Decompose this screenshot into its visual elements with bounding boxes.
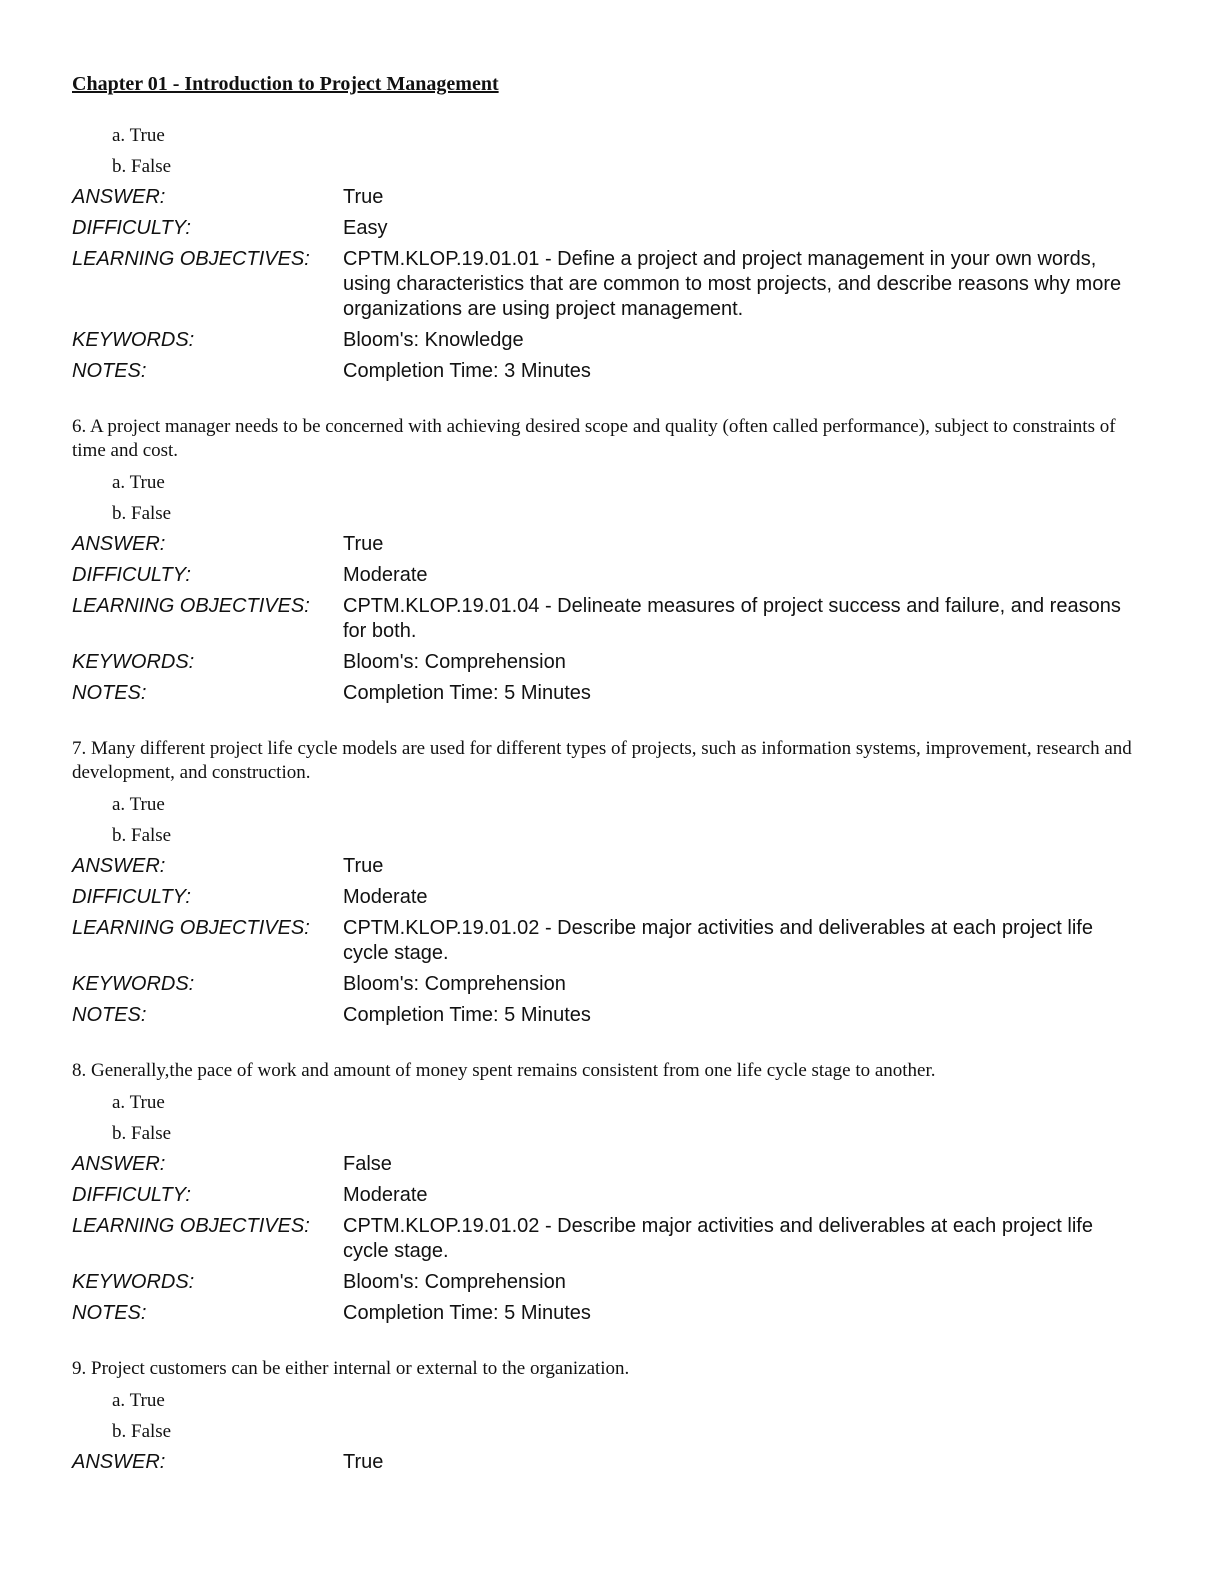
difficulty-label: DIFFICULTY: [72, 564, 191, 586]
answer-value: True [343, 855, 384, 877]
keywords-label: KEYWORDS: [72, 651, 195, 673]
answer-value: True [343, 1451, 384, 1473]
document-page [72, 70, 1152, 1506]
learning-objectives-label: LEARNING OBJECTIVES: [72, 248, 310, 270]
difficulty-row [72, 560, 1152, 591]
learning-objectives-row [72, 591, 1152, 647]
answer-row [72, 1447, 1152, 1478]
difficulty-value: Moderate [343, 886, 428, 908]
keywords-label: KEYWORDS: [72, 973, 195, 995]
learning-objectives-label: LEARNING OBJECTIVES: [72, 917, 310, 939]
answer-option: b. False [112, 156, 172, 177]
learning-objectives-label: LEARNING OBJECTIVES: [72, 595, 310, 617]
answer-option: a. True [112, 1390, 165, 1411]
keywords-row [72, 647, 1152, 678]
notes-row [72, 356, 1152, 387]
answer-option: a. True [112, 125, 165, 146]
answer-row [72, 851, 1152, 882]
keywords-row [72, 1267, 1152, 1298]
difficulty-label: DIFFICULTY: [72, 1184, 191, 1206]
notes-value: Completion Time: 5 Minutes [343, 1004, 591, 1026]
answer-options [72, 467, 1152, 529]
notes-label: NOTES: [72, 1302, 147, 1324]
answer-options [72, 789, 1152, 851]
answer-label: ANSWER: [72, 1451, 166, 1473]
answer-value: True [343, 186, 384, 208]
notes-row [72, 678, 1152, 709]
answer-label: ANSWER: [72, 1153, 166, 1175]
answer-option: a. True [112, 1092, 165, 1113]
answer-label: ANSWER: [72, 533, 166, 555]
answer-options [72, 120, 1152, 182]
learning-objectives-label: LEARNING OBJECTIVES: [72, 1215, 310, 1237]
question-block [72, 415, 1152, 709]
difficulty-value: Easy [343, 217, 388, 239]
difficulty-label: DIFFICULTY: [72, 886, 191, 908]
difficulty-row [72, 1180, 1152, 1211]
keywords-value: Bloom's: Comprehension [343, 1271, 566, 1293]
answer-label: ANSWER: [72, 186, 166, 208]
notes-value: Completion Time: 5 Minutes [343, 1302, 591, 1324]
question-block [72, 737, 1152, 1031]
learning-objectives-row [72, 913, 1152, 969]
difficulty-value: Moderate [343, 564, 428, 586]
answer-row [72, 1149, 1152, 1180]
question-block [72, 1059, 1152, 1329]
learning-objectives-row [72, 1211, 1152, 1267]
difficulty-label: DIFFICULTY: [72, 217, 191, 239]
question-block [72, 1357, 1152, 1478]
answer-option: a. True [112, 472, 165, 493]
answer-option: b. False [112, 503, 172, 524]
question-block [72, 120, 1152, 387]
chapter-title: Chapter 01 - Introduction to Project Management [72, 73, 499, 95]
question-text: 8. Generally,the pace of work and amount of money spent remains consistent from one life cycle stage to another. [72, 1060, 936, 1081]
notes-row [72, 1298, 1152, 1329]
notes-label: NOTES: [72, 1004, 147, 1026]
answer-options [72, 1087, 1152, 1149]
keywords-value: Bloom's: Knowledge [343, 329, 524, 351]
learning-objectives-value: CPTM.KLOP.19.01.02 - Describe major activities and deliverables at each project life cycle stage. [343, 1215, 1093, 1262]
notes-value: Completion Time: 3 Minutes [343, 360, 591, 382]
keywords-label: KEYWORDS: [72, 1271, 195, 1293]
learning-objectives-row [72, 244, 1152, 325]
answer-options [72, 1385, 1152, 1447]
answer-option: b. False [112, 1123, 172, 1144]
keywords-row [72, 969, 1152, 1000]
answer-value: True [343, 533, 384, 555]
notes-row [72, 1000, 1152, 1031]
learning-objectives-value: CPTM.KLOP.19.01.02 - Describe major activities and deliverables at each project life cycle stage. [343, 917, 1093, 964]
question-text: 7. Many different project life cycle models are used for different types of projects, such as information systems, improvement, research and development, and construction. [72, 738, 1132, 783]
answer-option: b. False [112, 1421, 172, 1442]
question-text: 9. Project customers can be either internal or external to the organization. [72, 1358, 630, 1379]
answer-label: ANSWER: [72, 855, 166, 877]
keywords-label: KEYWORDS: [72, 329, 195, 351]
question-text: 6. A project manager needs to be concerned with achieving desired scope and quality (often called performance), subject to constraints of time and cost. [72, 416, 1116, 461]
learning-objectives-value: CPTM.KLOP.19.01.04 - Delineate measures of project success and failure, and reasons for both. [343, 595, 1121, 642]
keywords-value: Bloom's: Comprehension [343, 651, 566, 673]
answer-option: a. True [112, 794, 165, 815]
notes-label: NOTES: [72, 682, 147, 704]
learning-objectives-value: CPTM.KLOP.19.01.01 - Define a project and project management in your own words, using characteristics that are common to most projects, and describe reasons why more organizations are using project management. [343, 248, 1122, 320]
notes-label: NOTES: [72, 360, 147, 382]
answer-value: False [343, 1153, 392, 1175]
keywords-row [72, 325, 1152, 356]
difficulty-row [72, 882, 1152, 913]
difficulty-row [72, 213, 1152, 244]
answer-option: b. False [112, 825, 172, 846]
question-list [72, 120, 1152, 1478]
keywords-value: Bloom's: Comprehension [343, 973, 566, 995]
answer-row [72, 529, 1152, 560]
difficulty-value: Moderate [343, 1184, 428, 1206]
notes-value: Completion Time: 5 Minutes [343, 682, 591, 704]
answer-row [72, 182, 1152, 213]
